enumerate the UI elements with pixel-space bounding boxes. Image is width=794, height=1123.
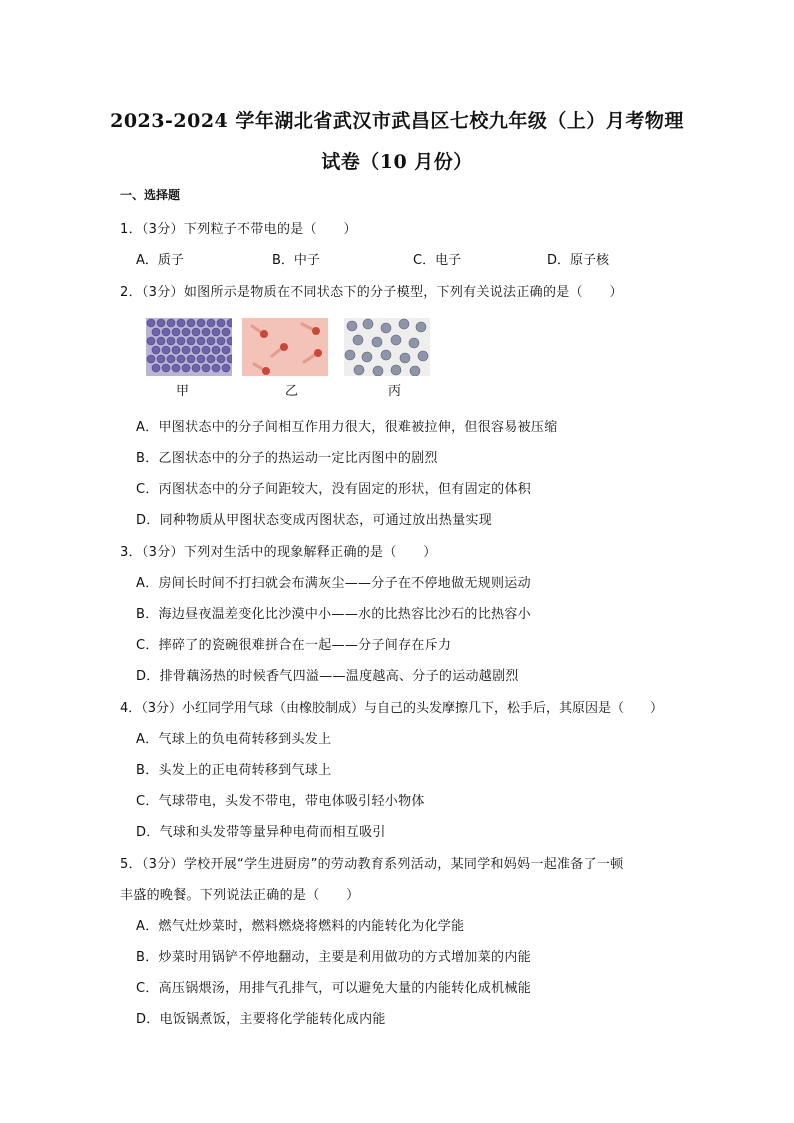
- question-5-option-c: C．高压锅煨汤，用排气孔排气，可以避免大量的内能转化成机械能: [136, 981, 532, 996]
- question-4-option-b: B．头发上的正电荷转移到气球上: [136, 763, 332, 778]
- question-5-option-d: D．电饭锅煮饭，主要将化学能转化成内能: [136, 1012, 386, 1027]
- question-2-option-d: D．同种物质从甲图状态变成丙图状态，可通过放出热量实现: [136, 513, 493, 528]
- question-5-stem-line-2: 丰盛的晚餐。下列说法正确的是（ ）: [120, 888, 360, 903]
- question-4-stem: 4．（3分）小红同学用气球（由橡胶制成）与自己的头发摩擦几下，松手后，其原因是（ ）: [120, 701, 664, 716]
- page-title-line-2: 试卷（10 月份）: [321, 151, 473, 173]
- question-2-option-a: A．甲图状态中的分子间相互作用力很大，很难被拉伸，但很容易被压缩: [136, 420, 558, 435]
- figure-label-bing: 丙: [388, 384, 402, 399]
- question-1-stem: 1．（3分）下列粒子不带电的是（ ）: [120, 222, 357, 237]
- question-1-option-a: A．质子: [136, 253, 184, 268]
- question-4-option-a: A．气球上的负电荷转移到头发上: [136, 732, 332, 747]
- question-2-option-c: C．丙图状态中的分子间距较大，没有固定的形状，但有固定的体积: [136, 482, 532, 497]
- question-3-option-d: D．排骨藕汤热的时候香气四溢——温度越高、分子的运动越剧烈: [136, 669, 519, 684]
- question-3-stem: 3．（3分）下列对生活中的现象解释正确的是（ ）: [120, 545, 437, 560]
- page-title-line-1: 2023-2024 学年湖北省武汉市武昌区七校九年级（上）月考物理: [110, 110, 684, 132]
- question-3-option-b: B．海边昼夜温差变化比沙漠中小——水的比热容比沙石的比热容小: [136, 607, 531, 622]
- question-4-option-d: D．气球和头发带等量异种电荷而相互吸引: [136, 825, 386, 840]
- figure-label-yi: 乙: [285, 384, 299, 399]
- liquid-molecule-figure: [242, 318, 328, 376]
- question-1-option-d: D．原子核: [547, 253, 610, 268]
- question-1-option-b: B．中子: [272, 253, 320, 268]
- solid-molecule-figure: [146, 318, 232, 376]
- question-2-stem: 2．（3分）如图所示是物质在不同状态下的分子模型，下列有关说法正确的是（ ）: [120, 285, 623, 300]
- gas-molecule-figure: [344, 318, 430, 376]
- question-3-option-a: A．房间长时间不打扫就会布满灰尘——分子在不停地做无规则运动: [136, 576, 531, 591]
- question-5-option-b: B．炒菜时用锅铲不停地翻动，主要是利用做功的方式增加菜的内能: [136, 950, 531, 965]
- question-5-stem-line-1: 5．（3分）学校开展“学生进厨房”的劳动教育系列活动，某同学和妈妈一起准备了一顿: [120, 857, 624, 872]
- question-5-option-a: A．燃气灶炒菜时，燃料燃烧将燃料的内能转化为化学能: [136, 919, 465, 934]
- figure-label-jia: 甲: [176, 384, 190, 399]
- question-3-option-c: C．摔碎了的瓷碗很难拼合在一起——分子间存在斥力: [136, 638, 452, 653]
- section-heading: 一、选择题: [120, 188, 181, 202]
- question-4-option-c: C．气球带电，头发不带电，带电体吸引轻小物体: [136, 794, 425, 809]
- question-1-option-c: C．电子: [413, 253, 462, 268]
- question-2-option-b: B．乙图状态中的分子的热运动一定比丙图中的剧烈: [136, 451, 438, 466]
